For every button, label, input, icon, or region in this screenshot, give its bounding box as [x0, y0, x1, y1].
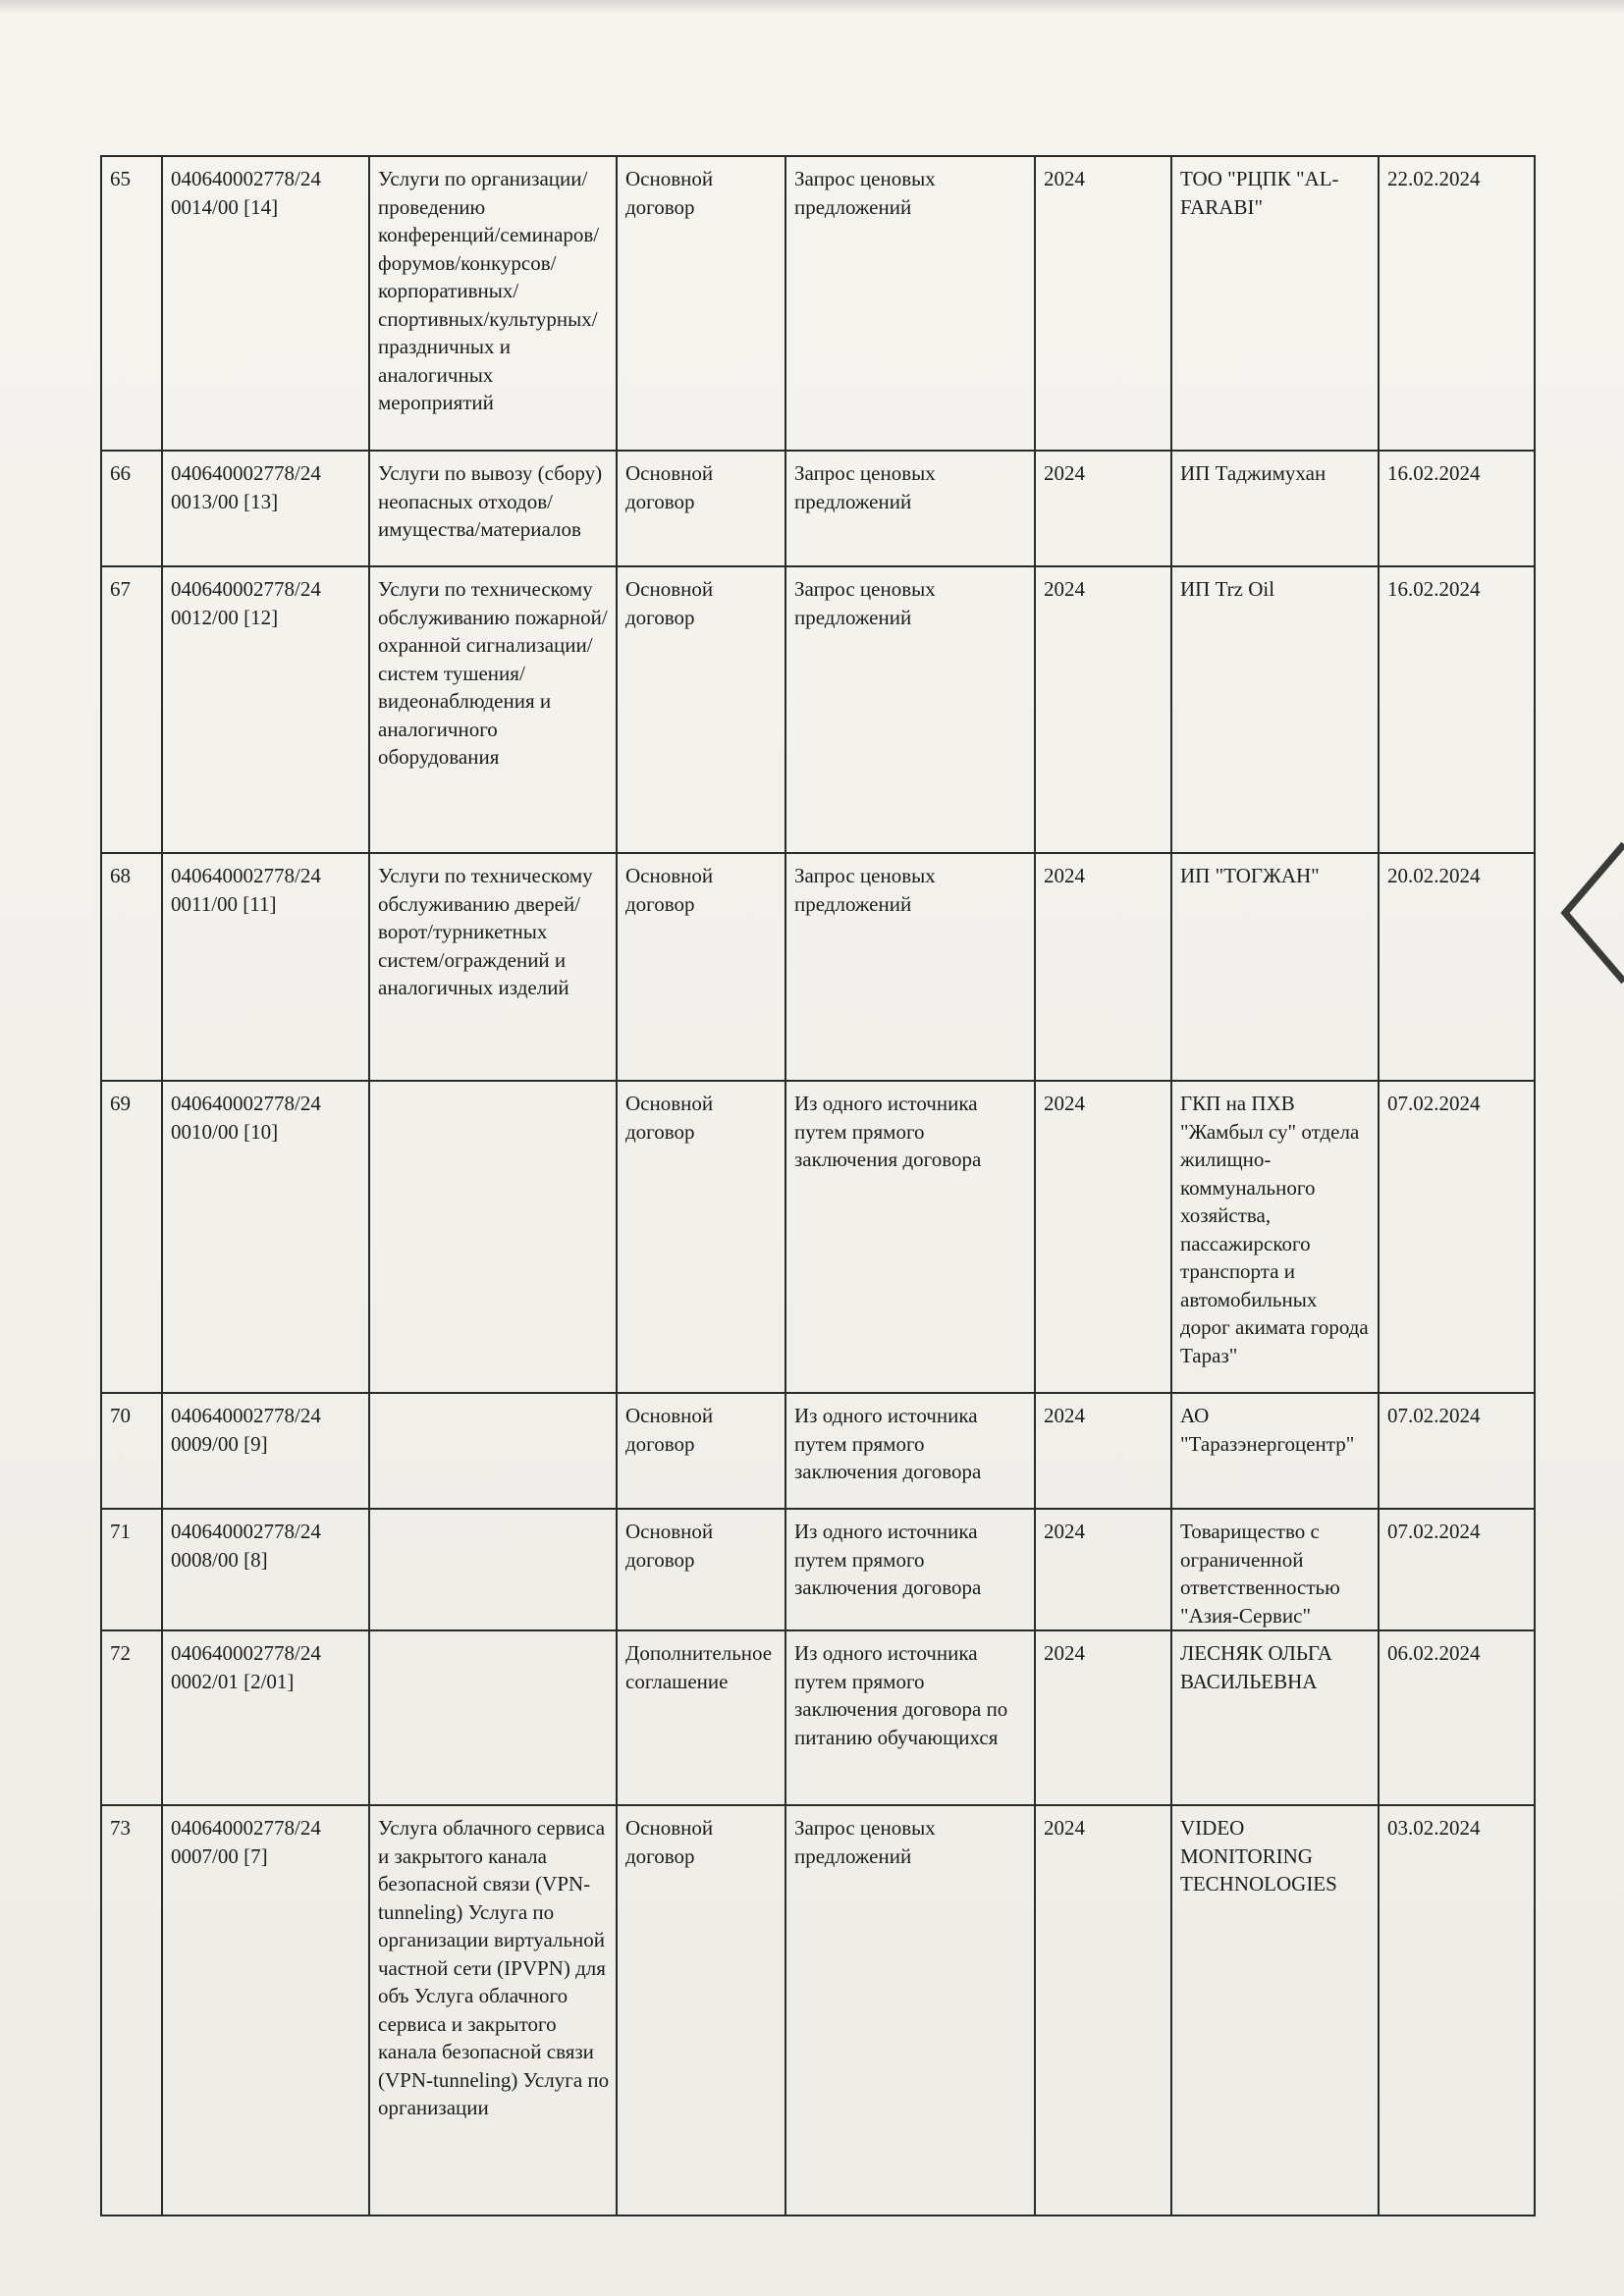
procurement-method: Из одного источника путем прямого заключения договора — [785, 1081, 1035, 1393]
date: 07.02.2024 — [1379, 1081, 1535, 1393]
year: 2024 — [1035, 566, 1171, 853]
table-row — [101, 1509, 1535, 1630]
procurement-method: Из одного источника путем прямого заключения договора по питанию обучающихся — [785, 1630, 1035, 1805]
table-row — [101, 156, 1535, 451]
contract-type: Основной договор — [617, 156, 785, 451]
contract-id: 040640002778/24 0014/00 [14] — [162, 156, 369, 451]
row-number: 66 — [101, 451, 162, 566]
table-row — [101, 1393, 1535, 1509]
row-number: 71 — [101, 1509, 162, 1630]
subject: Услуги по техническому обслуживанию пожарной/охранной сигнализации/систем тушения/видеонаблюдения и аналогичного оборудования — [369, 566, 617, 853]
supplier: ГКП на ПХВ "Жамбыл су" отдела жилищно-коммунального хозяйства, пассажирского транспорта и автомобильных дорог акимата города Тараз" — [1171, 1081, 1379, 1393]
procurement-method: Запрос ценовых предложений — [785, 451, 1035, 566]
table-row — [101, 566, 1535, 853]
procurement-method: Из одного источника путем прямого заключения договора — [785, 1509, 1035, 1630]
year: 2024 — [1035, 1805, 1171, 2216]
subject — [369, 1393, 617, 1509]
row-number: 69 — [101, 1081, 162, 1393]
table-row — [101, 1805, 1535, 2216]
date: 03.02.2024 — [1379, 1805, 1535, 2216]
contract-type: Основной договор — [617, 1081, 785, 1393]
contract-id: 040640002778/24 0011/00 [11] — [162, 853, 369, 1081]
page-fold-mark — [1545, 825, 1624, 1001]
row-number: 68 — [101, 853, 162, 1081]
contract-type: Основной договор — [617, 566, 785, 853]
contract-id: 040640002778/24 0002/01 [2/01] — [162, 1630, 369, 1805]
supplier: ИП Таджимухан — [1171, 451, 1379, 566]
year: 2024 — [1035, 451, 1171, 566]
row-number: 67 — [101, 566, 162, 853]
table-row — [101, 1630, 1535, 1805]
date: 07.02.2024 — [1379, 1509, 1535, 1630]
year: 2024 — [1035, 1081, 1171, 1393]
date: 20.02.2024 — [1379, 853, 1535, 1081]
row-number: 72 — [101, 1630, 162, 1805]
contract-type: Основной договор — [617, 853, 785, 1081]
supplier: VIDEO MONITORING TECHNOLOGIES — [1171, 1805, 1379, 2216]
date: 07.02.2024 — [1379, 1393, 1535, 1509]
contract-id: 040640002778/24 0008/00 [8] — [162, 1509, 369, 1630]
supplier: Товарищество с ограниченной ответственностью "Азия-Сервис" — [1171, 1509, 1379, 1630]
table-row — [101, 853, 1535, 1081]
subject — [369, 1081, 617, 1393]
supplier: АО "Таразэнергоцентр" — [1171, 1393, 1379, 1509]
contract-type: Дополнительное соглашение — [617, 1630, 785, 1805]
year: 2024 — [1035, 1393, 1171, 1509]
row-number: 70 — [101, 1393, 162, 1509]
contract-id: 040640002778/24 0010/00 [10] — [162, 1081, 369, 1393]
year: 2024 — [1035, 853, 1171, 1081]
date: 16.02.2024 — [1379, 451, 1535, 566]
subject — [369, 1509, 617, 1630]
year: 2024 — [1035, 1630, 1171, 1805]
subject: Услуги по техническому обслуживанию дверей/ворот/турникетных систем/ограждений и аналогичных изделий — [369, 853, 617, 1081]
procurement-method: Запрос ценовых предложений — [785, 156, 1035, 451]
subject — [369, 1630, 617, 1805]
contracts-table — [100, 155, 1536, 2216]
subject: Услуги по организации/проведению конференций/семинаров/форумов/конкурсов/корпоративных/спортивных/культурных/праздничных и аналогичных мероприятий — [369, 156, 617, 451]
date: 16.02.2024 — [1379, 566, 1535, 853]
row-number: 65 — [101, 156, 162, 451]
procurement-method: Запрос ценовых предложений — [785, 853, 1035, 1081]
date: 06.02.2024 — [1379, 1630, 1535, 1805]
subject: Услуги по вывозу (сбору) неопасных отходов/имущества/материалов — [369, 451, 617, 566]
page-edge-shadow — [0, 0, 1624, 14]
table-row — [101, 1081, 1535, 1393]
contract-type: Основной договор — [617, 1393, 785, 1509]
contract-id: 040640002778/24 0013/00 [13] — [162, 451, 369, 566]
year: 2024 — [1035, 156, 1171, 451]
table-row — [101, 451, 1535, 566]
row-number: 73 — [101, 1805, 162, 2216]
procurement-method: Запрос ценовых предложений — [785, 1805, 1035, 2216]
subject: Услуга облачного сервиса и закрытого канала безопасной связи (VPN-tunneling) Услуга по организации виртуальной частной сети (IPVPN) для объ Услуга облачного сервиса и закрытого канала безопасной связи (VPN-tunneling) Услуга по организации — [369, 1805, 617, 2216]
contract-type: Основной договор — [617, 451, 785, 566]
year: 2024 — [1035, 1509, 1171, 1630]
procurement-method: Запрос ценовых предложений — [785, 566, 1035, 853]
contract-id: 040640002778/24 0007/00 [7] — [162, 1805, 369, 2216]
procurement-method: Из одного источника путем прямого заключения договора — [785, 1393, 1035, 1509]
contract-id: 040640002778/24 0009/00 [9] — [162, 1393, 369, 1509]
supplier: ИП Trz Oil — [1171, 566, 1379, 853]
supplier: ЛЕСНЯК ОЛЬГА ВАСИЛЬЕВНА — [1171, 1630, 1379, 1805]
contract-type: Основной договор — [617, 1509, 785, 1630]
contract-type: Основной договор — [617, 1805, 785, 2216]
supplier: ИП "ТОГЖАН" — [1171, 853, 1379, 1081]
contract-id: 040640002778/24 0012/00 [12] — [162, 566, 369, 853]
supplier: ТОО "РЦПК "AL-FARABI" — [1171, 156, 1379, 451]
date: 22.02.2024 — [1379, 156, 1535, 451]
